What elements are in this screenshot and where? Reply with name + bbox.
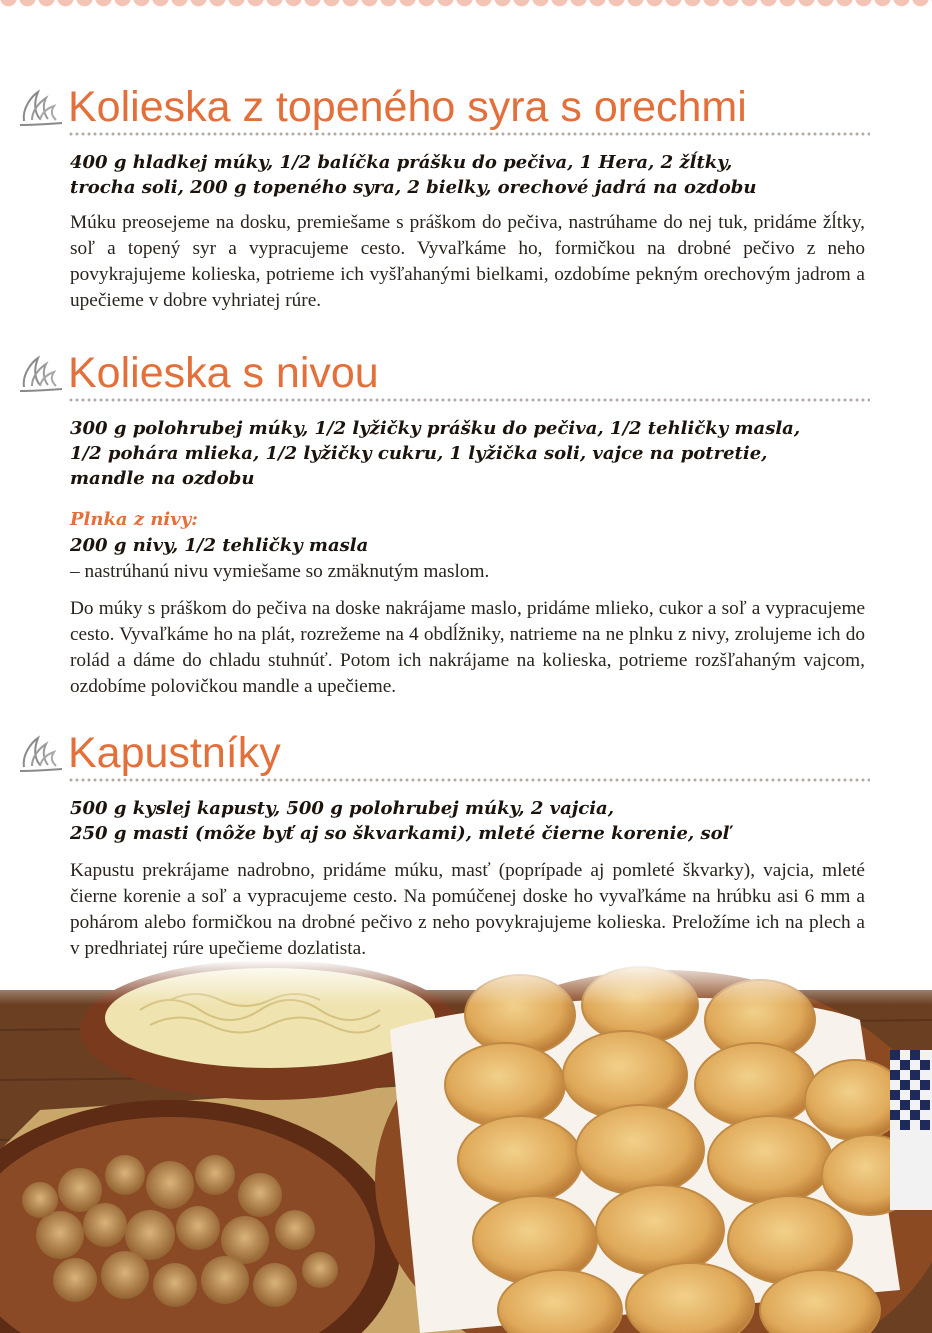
filling-heading: Plnka z nivy: [70, 509, 198, 530]
ingredients-list [70, 796, 890, 846]
ingredients-list [70, 416, 890, 491]
swirl-ornament-icon [18, 88, 64, 128]
ingredients-line: 400 g hladkej múky, 1/2 balíčka prášku do pečiva, 1 Hera, 2 žĺtky, [70, 152, 733, 173]
recipe-section-1 [0, 82, 932, 311]
recipe-section-2 [0, 348, 932, 697]
ingredients-list [70, 150, 890, 200]
ingredients-line: 500 g kyslej kapusty, 500 g polohrubej múky, 2 vajcia, [70, 798, 614, 819]
recipe-title: Kapustníky [68, 729, 281, 777]
ingredients-line: 1/2 pohára mlieka, 1/2 lyžičky cukru, 1 lyžička soli, vajce na potretie, [70, 443, 768, 464]
ingredients-line: trocha soli, 200 g topeného syra, 2 bielky, orechové jadrá na ozdobu [70, 177, 757, 198]
recipe-method: Múku preosejeme na dosku, premiešame s práškom do pečiva, nastrúhame do nej tuk, pridáme žĺtky, soľ a topený syr a vypracujeme cesto. Vyvaľkáme ho, formičkou na drobné pečivo z neho povykrajujeme kolieska, potrieme ich vyšľahanými bielkami, ozdobíme pekným orechovým jadrom a upečieme v dobre vyhriatej rúre. [70, 212, 865, 311]
title-divider [68, 398, 870, 402]
recipe-method: Do múky s práškom do pečiva na doske nakrájame maslo, pridáme mlieko, cukor a soľ a vypracujeme cesto. Vyvaľkáme ho na plát, rozrežeme na 4 obdĺžniky, natrieme na ne plnku z nivy, zrolujeme ich do rolád a dáme do chladu stuhnúť. Potom ich nakrájame na kolieska, potrieme rozšľahaným vajcom, ozdobíme polovičkou mandle a upečieme. [70, 598, 865, 697]
ingredients-line: mandle na ozdobu [70, 468, 255, 489]
recipe-method: Kapustu prekrájame nadrobno, pridáme múku, masť (poprípade aj pomleté škvarky), vajcia, mleté čierne korenie a soľ a vypracujeme cesto. Na pomúčenej doske ho vyvaľkáme na hrúbku asi 6 mm a pohárom alebo formičkou na drobné pečivo z neho povykrajujeme kolieska. Preložíme ich na plech a v predhriatej rúre upečieme dozlatista. [70, 860, 865, 959]
filling-ingredients [70, 533, 890, 558]
swirl-ornament-icon [18, 354, 64, 394]
recipe-section-3 [0, 728, 932, 959]
recipe-title: Kolieska z topeného syra s orechmi [68, 83, 747, 131]
recipe-title: Kolieska s nivou [68, 349, 379, 397]
title-divider [68, 132, 870, 136]
ingredients-line: 300 g polohrubej múky, 1/2 lyžičky prášku do pečiva, 1/2 tehličky masla, [70, 418, 801, 439]
food-photo [0, 960, 932, 1333]
ingredients-line: 250 g masti (môže byť aj so škvarkami), mleté čierne korenie, soľ [70, 823, 732, 844]
swirl-ornament-icon [18, 734, 64, 774]
filling-ingredients-line: 200 g nivy, 1/2 tehličky masla [70, 535, 369, 556]
top-dot-border [0, 0, 932, 26]
title-divider [68, 778, 870, 782]
filling-method: – nastrúhanú nivu vymiešame so zmäknutým maslom. [70, 561, 490, 582]
